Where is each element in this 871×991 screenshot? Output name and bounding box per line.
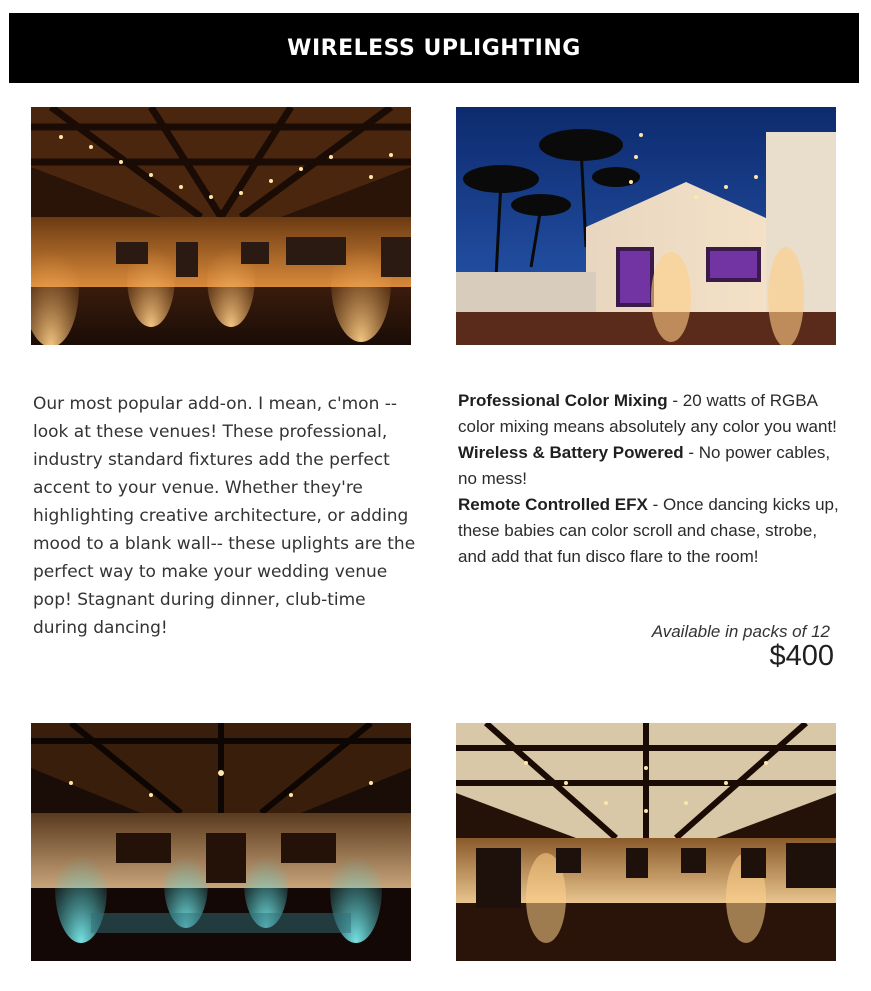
- feature-list: [458, 388, 843, 570]
- venue-photo-teal-uplights: [31, 723, 411, 961]
- venue-photo-ballroom-interior: [456, 723, 836, 961]
- price-label: $400: [769, 640, 834, 672]
- venue-photo-warm-ballroom: [31, 107, 411, 345]
- availability-note: Available in packs of 12: [651, 622, 830, 641]
- feature-title: Professional Color Mixing: [458, 391, 668, 410]
- feature-title: Remote Controlled EFX: [458, 495, 648, 514]
- feature-description: - 20 watts of RGBA color mixing means absolutely any color you want!: [458, 391, 837, 436]
- feature-item: [458, 440, 843, 492]
- feature-item: [458, 492, 843, 570]
- section-banner: [9, 13, 859, 83]
- feature-item: [458, 388, 843, 440]
- feature-title: Wireless & Battery Powered: [458, 443, 684, 462]
- feature-description: - No power cables, no mess!: [458, 443, 831, 488]
- intro-paragraph: Our most popular add-on. I mean, c'mon -- look at these venues! These professional, industry standard fixtures add the perfect accent to your venue. Whether they're highlighting creative architecture, or adding mood to a blank wall-- these uplights are the perfect way to make your wedding venue pop! Stagnant during dinner, club-time during dancing!: [33, 394, 416, 638]
- venue-photo-exterior-dusk: [456, 107, 836, 345]
- feature-description: - Once dancing kicks up, these babies can color scroll and chase, strobe, and add that fun disco flare to the room!: [458, 495, 839, 566]
- section-title: WIRELESS UPLIGHTING: [287, 35, 581, 61]
